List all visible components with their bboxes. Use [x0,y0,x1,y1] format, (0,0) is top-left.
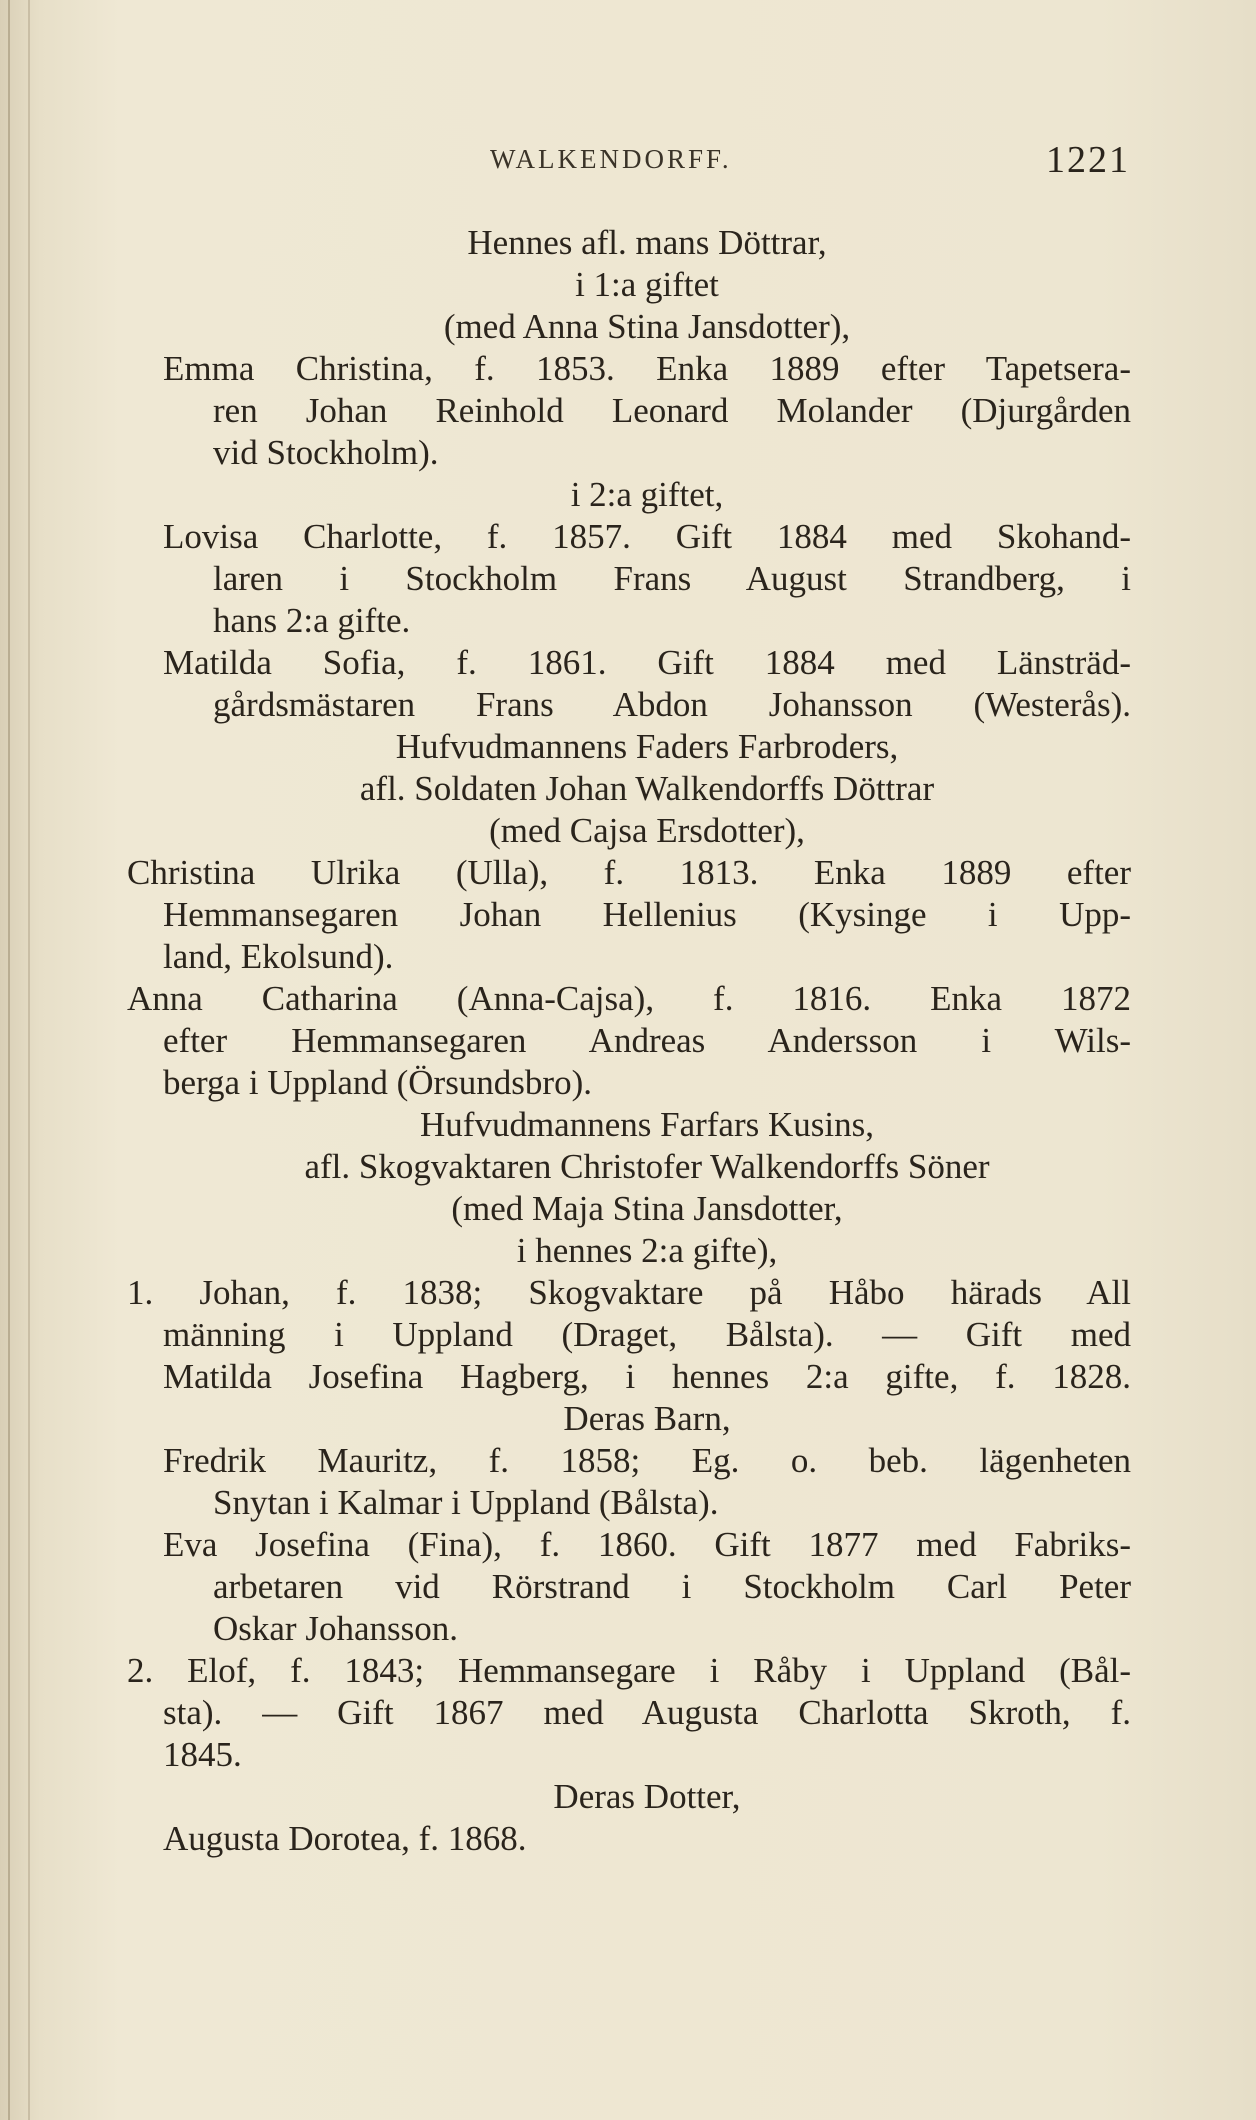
running-head: WALKENDORFF. [490,144,732,174]
text-line: gårdsmästaren Frans Abdon Johansson (Westerås). [213,685,1131,724]
text-line: Deras Dotter, [553,1777,741,1816]
text-line: Christina Ulrika (Ulla), f. 1813. Enka 1889 efter [127,853,1131,892]
text-line: Hemmansegaren Johan Hellenius (Kysinge i Upp- [163,895,1131,934]
text-line: 1. Johan, f. 1838; Skogvaktare på Håbo härads All [127,1273,1131,1312]
text-line: Emma Christina, f. 1853. Enka 1889 efter Tapetsera- [163,349,1131,388]
binding-edge [8,0,10,2120]
text-line: ren Johan Reinhold Leonard Molander (Djurgården [213,391,1131,430]
page-header [160,138,1130,188]
text-line: Lovisa Charlotte, f. 1857. Gift 1884 med Skohand- [163,517,1131,556]
text-line: i 2:a giftet, [570,475,724,514]
text-line: vid Stockholm). [213,433,439,472]
text-line: i 1:a giftet [575,265,719,304]
page-number: 1221 [1046,139,1130,181]
page-body [127,222,1131,1860]
text-line: arbetaren vid Rörstrand i Stockholm Carl Peter [213,1567,1131,1606]
text-line: Augusta Dorotea, f. 1868. [163,1819,527,1858]
text-line: männing i Uppland (Draget, Bålsta). — Gift med [163,1315,1131,1354]
text-line: sta). — Gift 1867 med Augusta Charlotta Skroth, f. [163,1693,1131,1732]
text-line: Anna Catharina (Anna-Cajsa), f. 1816. Enka 1872 [127,979,1131,1018]
text-line: afl. Skogvaktaren Christofer Walkendorffs Söner [304,1147,990,1186]
text-line: 1845. [163,1735,242,1774]
text-line: laren i Stockholm Frans August Strandberg, i [213,559,1131,598]
text-line: Hufvudmannens Faders Farbroders, [395,727,899,766]
text-line: Matilda Josefina Hagberg, i hennes 2:a gifte, f. 1828. [163,1357,1131,1396]
text-line: (med Anna Stina Jansdotter), [443,307,851,346]
binding-edge-inner [28,0,30,2120]
text-line: Oskar Johansson. [213,1609,458,1648]
text-line: i hennes 2:a gifte), [516,1231,778,1270]
text-line: berga i Uppland (Örsundsbro). [163,1063,592,1102]
text-line: Hufvudmannens Farfars Kusins, [420,1105,874,1144]
text-line: Hennes afl. mans Döttrar, [467,223,827,262]
text-line: efter Hemmansegaren Andreas Andersson i Wils- [163,1021,1131,1060]
text-line: hans 2:a gifte. [213,601,411,640]
text-line: Snytan i Kalmar i Uppland (Bålsta). [213,1483,719,1522]
text-line: (med Maja Stina Jansdotter, [451,1189,843,1228]
text-line: (med Cajsa Ersdotter), [489,811,805,850]
text-line: Deras Barn, [563,1399,731,1438]
text-line: 2. Elof, f. 1843; Hemmansegare i Råby i Uppland (Bål- [127,1651,1131,1690]
text-line: land, Ekolsund). [163,937,394,976]
text-line: Matilda Sofia, f. 1861. Gift 1884 med Länsträd- [163,643,1131,682]
text-line: Eva Josefina (Fina), f. 1860. Gift 1877 med Fabriks- [163,1525,1131,1564]
text-line: Fredrik Mauritz, f. 1858; Eg. o. beb. lägenheten [163,1441,1131,1480]
text-line: afl. Soldaten Johan Walkendorffs Döttrar [359,769,935,808]
